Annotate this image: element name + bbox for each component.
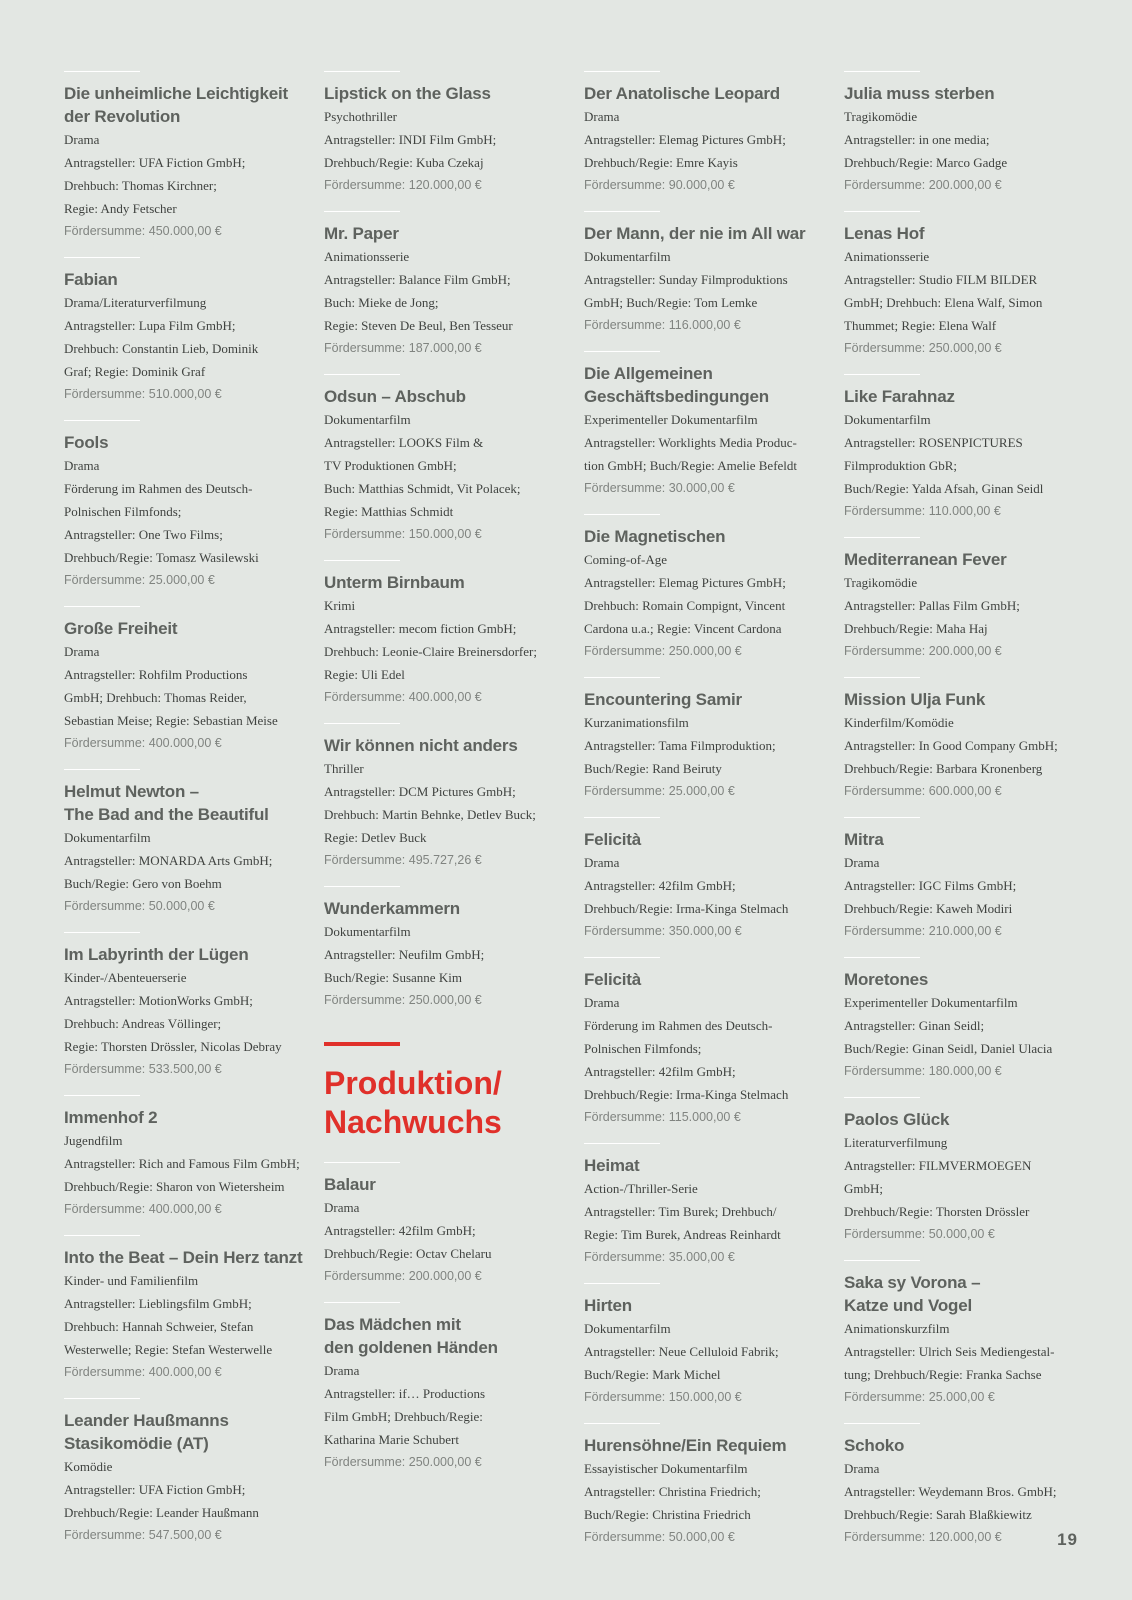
entry-detail: Förderung im Rahmen des Deutsch- <box>584 1018 773 1033</box>
entry-detail: GmbH; Drehbuch: Thomas Reider, <box>64 690 247 705</box>
funding-amount: Fördersumme: 180.000,00 € <box>844 1064 1002 1078</box>
funding-amount: Fördersumme: 120.000,00 € <box>324 178 482 192</box>
entry-detail: Essayistischer Dokumentarfilm <box>584 1461 748 1476</box>
entry-detail: Kurzanimationsfilm <box>584 715 689 730</box>
entry-detail: Antragsteller: 42film GmbH; <box>584 878 736 893</box>
entry-detail: Antragsteller: mecom fiction GmbH; <box>324 621 517 636</box>
divider <box>64 1095 140 1096</box>
entry-detail: Drehbuch/Regie: Irma-Kinga Stelmach <box>584 1087 789 1102</box>
entry-detail: Drehbuch/Regie: Sharon von Wietersheim <box>64 1179 285 1194</box>
entry-detail: Experimenteller Dokumentarfilm <box>844 995 1018 1010</box>
funding-amount: Fördersumme: 400.000,00 € <box>324 690 482 704</box>
entry-title: Julia muss sterben <box>844 84 995 103</box>
entry-detail: Antragsteller: Neue Celluloid Fabrik; <box>584 1344 779 1359</box>
entry-title: Katze und Vogel <box>844 1296 972 1315</box>
funding-entry <box>584 351 824 500</box>
divider <box>64 1235 140 1236</box>
funding-entry <box>64 71 304 243</box>
divider <box>844 71 920 72</box>
entry-detail: tung; Drehbuch/Regie: Franka Sachse <box>844 1367 1042 1382</box>
entry-title: Die unheimliche Leichtigkeit <box>64 84 288 103</box>
divider <box>324 211 400 212</box>
entry-detail: Drehbuch/Regie: Kuba Czekaj <box>324 155 484 170</box>
entry-detail: Filmproduktion GbR; <box>844 458 958 473</box>
entry-detail: Antragsteller: IGC Films GmbH; <box>844 878 1017 893</box>
divider <box>584 817 660 818</box>
entry-detail: Drama <box>64 644 100 659</box>
funding-amount: Fördersumme: 400.000,00 € <box>64 736 222 750</box>
column-3 <box>584 71 824 1563</box>
entry-title: Saka sy Vorona – <box>844 1273 981 1292</box>
funding-amount: Fördersumme: 200.000,00 € <box>844 178 1002 192</box>
funding-entry <box>324 886 564 1012</box>
funding-entry <box>844 374 1084 523</box>
entry-title: Der Anatolische Leopard <box>584 84 780 103</box>
entry-detail: Coming-of-Age <box>584 552 668 567</box>
entry-detail: Dokumentarfilm <box>324 924 411 939</box>
entry-detail: Antragsteller: in one media; <box>844 132 990 147</box>
entry-title: Wunderkammern <box>324 899 460 918</box>
entry-detail: Regie: Uli Edel <box>324 667 405 682</box>
divider <box>64 420 140 421</box>
entry-detail: Thriller <box>324 761 364 776</box>
funding-amount: Fördersumme: 50.000,00 € <box>844 1227 995 1241</box>
entry-detail: Regie: Andy Fetscher <box>64 201 177 216</box>
entry-detail: Kinder-/Abenteuerserie <box>64 970 187 985</box>
entry-title: The Bad and the Beautiful <box>64 805 269 824</box>
entry-detail: Antragsteller: FILMVERMOEGEN <box>844 1158 1032 1173</box>
divider <box>844 817 920 818</box>
entry-detail: Antragsteller: Tim Burek; Drehbuch/ <box>584 1204 777 1219</box>
entry-detail: Regie: Steven De Beul, Ben Tesseur <box>324 318 513 333</box>
entry-detail: Westerwelle; Regie: Stefan Westerwelle <box>64 1342 273 1357</box>
funding-amount: Fördersumme: 116.000,00 € <box>584 318 741 332</box>
entry-title: den goldenen Händen <box>324 1338 498 1357</box>
entry-detail: Drehbuch/Regie: Leander Haußmann <box>64 1505 259 1520</box>
divider <box>64 1398 140 1399</box>
entry-detail: Komödie <box>64 1459 113 1474</box>
entry-title: Lipstick on the Glass <box>324 84 491 103</box>
divider <box>64 71 140 72</box>
funding-entry <box>64 769 304 918</box>
divider <box>844 957 920 958</box>
divider <box>584 677 660 678</box>
entry-detail: Antragsteller: MONARDA Arts GmbH; <box>64 853 273 868</box>
entry-detail: Antragsteller: Balance Film GmbH; <box>324 272 511 287</box>
funding-entry <box>844 211 1084 360</box>
funding-entry <box>64 257 304 406</box>
entry-detail: Antragsteller: Studio FILM BILDER <box>844 272 1038 287</box>
entry-detail: Animationsserie <box>844 249 930 264</box>
column-4 <box>844 71 1084 1563</box>
entry-detail: Drehbuch: Thomas Kirchner; <box>64 178 217 193</box>
entry-detail: Förderung im Rahmen des Deutsch- <box>64 481 253 496</box>
entry-detail: Animationsserie <box>324 249 410 264</box>
entry-detail: Psychothriller <box>324 109 397 124</box>
entry-detail: Antragsteller: 42film GmbH; <box>324 1223 476 1238</box>
section-heading: Produktion/ <box>324 1065 502 1101</box>
section-rule <box>324 1042 400 1046</box>
entry-detail: Antragsteller: UFA Fiction GmbH; <box>64 1482 246 1497</box>
entry-detail: Drehbuch: Constantin Lieb, Dominik <box>64 341 259 356</box>
funding-entry <box>324 374 564 546</box>
funding-entry <box>64 420 304 592</box>
divider <box>64 932 140 933</box>
funding-entry <box>584 817 824 943</box>
entry-title: Wir können nicht anders <box>324 736 518 755</box>
entry-detail: Antragsteller: UFA Fiction GmbH; <box>64 155 246 170</box>
entry-title: Leander Haußmanns <box>64 1411 229 1430</box>
funding-entry <box>324 723 564 872</box>
funding-amount: Fördersumme: 210.000,00 € <box>844 924 1002 938</box>
funding-amount: Fördersumme: 115.000,00 € <box>584 1110 741 1124</box>
funding-amount: Fördersumme: 120.000,00 € <box>844 1530 1002 1544</box>
entry-detail: Drama <box>584 109 620 124</box>
entry-detail: Antragsteller: LOOKS Film & <box>324 435 484 450</box>
entry-detail: Antragsteller: DCM Pictures GmbH; <box>324 784 516 799</box>
entry-title: Fabian <box>64 270 118 289</box>
divider <box>324 560 400 561</box>
entry-detail: Antragsteller: Tama Filmproduktion; <box>584 738 776 753</box>
entry-detail: Dokumentarfilm <box>844 412 931 427</box>
entry-detail: Tragikomödie <box>844 109 918 124</box>
section-heading: Nachwuchs <box>324 1104 502 1140</box>
entry-detail: Antragsteller: In Good Company GmbH; <box>844 738 1058 753</box>
entry-detail: Drehbuch/Regie: Octav Chelaru <box>324 1246 492 1261</box>
entry-detail: Antragsteller: One Two Films; <box>64 527 223 542</box>
entry-detail: Buch/Regie: Susanne Kim <box>324 970 462 985</box>
funding-entry <box>64 1398 304 1547</box>
divider <box>324 374 400 375</box>
entry-title: Immenhof 2 <box>64 1108 158 1127</box>
entry-title: Die Magnetischen <box>584 527 726 546</box>
entry-title: Schoko <box>844 1436 905 1455</box>
entry-detail: Cardona u.a.; Regie: Vincent Cardona <box>584 621 782 636</box>
entry-detail: Antragsteller: Neufilm GmbH; <box>324 947 485 962</box>
entry-detail: Drehbuch: Andreas Völlinger; <box>64 1016 222 1031</box>
funding-amount: Fördersumme: 50.000,00 € <box>64 899 215 913</box>
funding-entry <box>324 1302 564 1474</box>
entry-title: Felicità <box>584 970 641 989</box>
entry-title: Felicità <box>584 830 641 849</box>
funding-entry <box>584 1143 824 1269</box>
divider <box>584 1283 660 1284</box>
entry-detail: Antragsteller: Weydemann Bros. GmbH; <box>844 1484 1057 1499</box>
entry-detail: Buch/Regie: Rand Beiruty <box>584 761 722 776</box>
entry-detail: Experimenteller Dokumentarfilm <box>584 412 758 427</box>
entry-title: Mr. Paper <box>324 224 399 243</box>
entry-detail: Drama <box>324 1363 360 1378</box>
funding-amount: Fördersumme: 547.500,00 € <box>64 1528 222 1542</box>
entry-detail: Sebastian Meise; Regie: Sebastian Meise <box>64 713 278 728</box>
entry-title: Mediterranean Fever <box>844 550 1007 569</box>
entry-title: der Revolution <box>64 107 181 126</box>
entry-detail: GmbH; Buch/Regie: Tom Lemke <box>584 295 758 310</box>
entry-title: Der Mann, der nie im All war <box>584 224 806 243</box>
entry-detail: Antragsteller: Worklights Media Produc- <box>584 435 797 450</box>
divider <box>844 374 920 375</box>
funding-amount: Fördersumme: 250.000,00 € <box>324 993 482 1007</box>
funding-entry <box>324 560 564 709</box>
funding-entry <box>584 211 824 337</box>
entry-title: Lenas Hof <box>844 224 925 243</box>
entry-detail: Drehbuch/Regie: Tomasz Wasilewski <box>64 550 259 565</box>
funding-amount: Fördersumme: 150.000,00 € <box>584 1390 742 1404</box>
divider <box>64 606 140 607</box>
entry-detail: Antragsteller: Rohfilm Productions <box>64 667 248 682</box>
entry-title: Mitra <box>844 830 884 849</box>
funding-amount: Fördersumme: 250.000,00 € <box>844 341 1002 355</box>
entry-detail: Jugendfilm <box>64 1133 123 1148</box>
entry-detail: Film GmbH; Drehbuch/Regie: <box>324 1409 483 1424</box>
funding-amount: Fördersumme: 400.000,00 € <box>64 1365 222 1379</box>
entry-title: Geschäftsbedingungen <box>584 387 769 406</box>
funding-entry <box>64 1095 304 1221</box>
funding-amount: Fördersumme: 495.727,26 € <box>324 853 482 867</box>
entry-detail: Antragsteller: INDI Film GmbH; <box>324 132 497 147</box>
divider <box>324 71 400 72</box>
entry-detail: Antragsteller: if… Productions <box>324 1386 486 1401</box>
entry-title: Balaur <box>324 1175 376 1194</box>
divider <box>324 886 400 887</box>
funding-entry <box>584 1283 824 1409</box>
entry-detail: Buch/Regie: Christina Friedrich <box>584 1507 751 1522</box>
funding-amount: Fördersumme: 600.000,00 € <box>844 784 1002 798</box>
funding-entry <box>584 957 824 1129</box>
funding-amount: Fördersumme: 450.000,00 € <box>64 224 222 238</box>
entry-detail: Drama <box>584 995 620 1010</box>
funding-entry <box>64 606 304 755</box>
divider <box>324 723 400 724</box>
entry-detail: GmbH; <box>844 1181 883 1196</box>
funding-entry <box>64 1235 304 1384</box>
entry-detail: TV Produktionen GmbH; <box>324 458 457 473</box>
funding-entry <box>584 514 824 663</box>
entry-detail: Tragikomödie <box>844 575 918 590</box>
entry-detail: Drehbuch/Regie: Irma-Kinga Stelmach <box>584 901 789 916</box>
entry-detail: Regie: Detlev Buck <box>324 830 427 845</box>
entry-title: Encountering Samir <box>584 690 742 709</box>
entry-detail: Dokumentarfilm <box>584 249 671 264</box>
entry-detail: Buch/Regie: Gero von Boehm <box>64 876 222 891</box>
funding-entry <box>584 677 824 803</box>
entry-detail: Drama/Literaturverfilmung <box>64 295 207 310</box>
divider <box>584 351 660 352</box>
entry-detail: Antragsteller: Ginan Seidl; <box>844 1018 985 1033</box>
entry-title: Große Freiheit <box>64 619 178 638</box>
entry-title: Odsun – Abschub <box>324 387 466 406</box>
divider <box>584 957 660 958</box>
funding-amount: Fördersumme: 30.000,00 € <box>584 481 735 495</box>
entry-detail: Antragsteller: Sunday Filmproduktions <box>584 272 788 287</box>
funding-amount: Fördersumme: 200.000,00 € <box>844 644 1002 658</box>
entry-detail: Regie: Tim Burek, Andreas Reinhardt <box>584 1227 781 1242</box>
funding-entry <box>324 211 564 360</box>
funding-amount: Fördersumme: 90.000,00 € <box>584 178 735 192</box>
entry-detail: Buch: Matthias Schmidt, Vit Polacek; <box>324 481 521 496</box>
entry-detail: Dokumentarfilm <box>324 412 411 427</box>
funding-entry <box>844 1260 1084 1409</box>
entry-detail: Antragsteller: 42film GmbH; <box>584 1064 736 1079</box>
entry-title: Hirten <box>584 1296 632 1315</box>
entry-detail: Dokumentarfilm <box>584 1321 671 1336</box>
entry-detail: Drehbuch/Regie: Barbara Kronenberg <box>844 761 1043 776</box>
entry-title: Unterm Birnbaum <box>324 573 465 592</box>
divider <box>844 677 920 678</box>
divider <box>584 514 660 515</box>
entry-detail: Drama <box>64 132 100 147</box>
funding-entry <box>844 817 1084 943</box>
divider <box>584 1423 660 1424</box>
divider <box>844 1097 920 1098</box>
entry-detail: Drehbuch/Regie: Sarah Blaßkiewitz <box>844 1507 1032 1522</box>
entry-detail: Antragsteller: ROSENPICTURES <box>844 435 1023 450</box>
entry-detail: Antragsteller: Elemag Pictures GmbH; <box>584 575 786 590</box>
funding-amount: Fördersumme: 35.000,00 € <box>584 1250 735 1264</box>
entry-detail: Antragsteller: Pallas Film GmbH; <box>844 598 1020 613</box>
entry-detail: Regie: Thorsten Drössler, Nicolas Debray <box>64 1039 282 1054</box>
divider <box>584 71 660 72</box>
entry-detail: GmbH; Drehbuch: Elena Walf, Simon <box>844 295 1043 310</box>
entry-title: Paolos Glück <box>844 1110 950 1129</box>
entry-detail: Thummet; Regie: Elena Walf <box>844 318 997 333</box>
entry-detail: Katharina Marie Schubert <box>324 1432 460 1447</box>
funding-amount: Fördersumme: 250.000,00 € <box>324 1455 482 1469</box>
column-2 <box>324 71 564 1488</box>
entry-detail: Drehbuch: Leonie-Claire Breinersdorfer; <box>324 644 537 659</box>
divider <box>324 1302 400 1303</box>
entry-detail: Drehbuch/Regie: Kaweh Modiri <box>844 901 1013 916</box>
funding-entry <box>844 1097 1084 1246</box>
entry-title: Das Mädchen mit <box>324 1315 461 1334</box>
divider <box>844 1260 920 1261</box>
entry-title: Fools <box>64 433 109 452</box>
funding-amount: Fördersumme: 200.000,00 € <box>324 1269 482 1283</box>
funding-amount: Fördersumme: 150.000,00 € <box>324 527 482 541</box>
column-1 <box>64 71 304 1561</box>
entry-title: Stasikomödie (AT) <box>64 1434 209 1453</box>
entry-detail: Antragsteller: MotionWorks GmbH; <box>64 993 253 1008</box>
funding-amount: Fördersumme: 50.000,00 € <box>584 1530 735 1544</box>
entry-detail: Dokumentarfilm <box>64 830 151 845</box>
divider <box>844 1423 920 1424</box>
entry-title: Die Allgemeinen <box>584 364 713 383</box>
entry-detail: Kinderfilm/Komödie <box>844 715 954 730</box>
entry-detail: Action-/Thriller-Serie <box>584 1181 698 1196</box>
entry-detail: Krimi <box>324 598 356 613</box>
divider <box>584 211 660 212</box>
entry-detail: Drama <box>844 855 880 870</box>
entry-detail: Drehbuch/Regie: Marco Gadge <box>844 155 1008 170</box>
funding-entry <box>324 71 564 197</box>
page-number: 19 <box>1057 1530 1078 1549</box>
funding-amount: Fördersumme: 187.000,00 € <box>324 341 482 355</box>
entry-title: Like Farahnaz <box>844 387 955 406</box>
funding-amount: Fördersumme: 350.000,00 € <box>584 924 742 938</box>
entry-detail: Graf; Regie: Dominik Graf <box>64 364 206 379</box>
entry-detail: Antragsteller: Christina Friedrich; <box>584 1484 761 1499</box>
funding-amount: Fördersumme: 110.000,00 € <box>844 504 1001 518</box>
entry-detail: tion GmbH; Buch/Regie: Amelie Befeldt <box>584 458 798 473</box>
entry-title: Im Labyrinth der Lügen <box>64 945 249 964</box>
divider <box>64 257 140 258</box>
funding-entry <box>844 71 1084 197</box>
entry-title: Heimat <box>584 1156 640 1175</box>
entry-detail: Regie: Matthias Schmidt <box>324 504 454 519</box>
entry-title: Hurensöhne/Ein Requiem <box>584 1436 787 1455</box>
entry-detail: Antragsteller: Lupa Film GmbH; <box>64 318 236 333</box>
funding-entry <box>844 677 1084 803</box>
funding-entry <box>324 1162 564 1288</box>
entry-detail: Buch/Regie: Ginan Seidl, Daniel Ulacia <box>844 1041 1053 1056</box>
entry-title: Into the Beat – Dein Herz tanzt <box>64 1248 303 1267</box>
entry-detail: Antragsteller: Lieblingsfilm GmbH; <box>64 1296 252 1311</box>
entry-detail: Buch/Regie: Mark Michel <box>584 1367 721 1382</box>
divider <box>844 211 920 212</box>
entry-detail: Polnischen Filmfonds; <box>584 1041 702 1056</box>
entry-detail: Drehbuch: Romain Compignt, Vincent <box>584 598 786 613</box>
entry-detail: Drehbuch/Regie: Thorsten Drössler <box>844 1204 1030 1219</box>
divider <box>64 769 140 770</box>
entry-detail: Drama <box>324 1200 360 1215</box>
entry-detail: Buch: Mieke de Jong; <box>324 295 439 310</box>
funding-entry <box>584 71 824 197</box>
entry-title: Moretones <box>844 970 929 989</box>
funding-amount: Fördersumme: 533.500,00 € <box>64 1062 222 1076</box>
funding-entry <box>64 932 304 1081</box>
funding-amount: Fördersumme: 400.000,00 € <box>64 1202 222 1216</box>
funding-entry <box>844 537 1084 663</box>
divider <box>584 1143 660 1144</box>
entry-detail: Drama <box>844 1461 880 1476</box>
funding-entry <box>584 1423 824 1549</box>
funding-amount: Fördersumme: 25.000,00 € <box>64 573 215 587</box>
divider <box>324 1162 400 1163</box>
funding-entry <box>844 1423 1084 1549</box>
entry-detail: Drama <box>64 458 100 473</box>
entry-detail: Antragsteller: Rich and Famous Film GmbH; <box>64 1156 300 1171</box>
entry-detail: Drehbuch/Regie: Emre Kayis <box>584 155 738 170</box>
entry-detail: Kinder- und Familienfilm <box>64 1273 199 1288</box>
entry-detail: Drehbuch: Martin Behnke, Detlev Buck; <box>324 807 536 822</box>
entry-detail: Antragsteller: Ulrich Seis Mediengestal- <box>844 1344 1055 1359</box>
funding-amount: Fördersumme: 250.000,00 € <box>584 644 742 658</box>
funding-amount: Fördersumme: 510.000,00 € <box>64 387 222 401</box>
funding-amount: Fördersumme: 25.000,00 € <box>584 784 735 798</box>
entry-detail: Antragsteller: Elemag Pictures GmbH; <box>584 132 786 147</box>
funding-amount: Fördersumme: 25.000,00 € <box>844 1390 995 1404</box>
entry-detail: Animationskurzfilm <box>844 1321 950 1336</box>
entry-detail: Drehbuch/Regie: Maha Haj <box>844 621 988 636</box>
entry-title: Helmut Newton – <box>64 782 199 801</box>
entry-title: Mission Ulja Funk <box>844 690 986 709</box>
section-header <box>324 1042 564 1142</box>
entry-detail: Polnischen Filmfonds; <box>64 504 182 519</box>
entry-detail: Drehbuch: Hannah Schweier, Stefan <box>64 1319 254 1334</box>
divider <box>844 537 920 538</box>
entry-detail: Drama <box>584 855 620 870</box>
funding-entry <box>844 957 1084 1083</box>
entry-detail: Buch/Regie: Yalda Afsah, Ginan Seidl <box>844 481 1044 496</box>
entry-detail: Literaturverfilmung <box>844 1135 948 1150</box>
